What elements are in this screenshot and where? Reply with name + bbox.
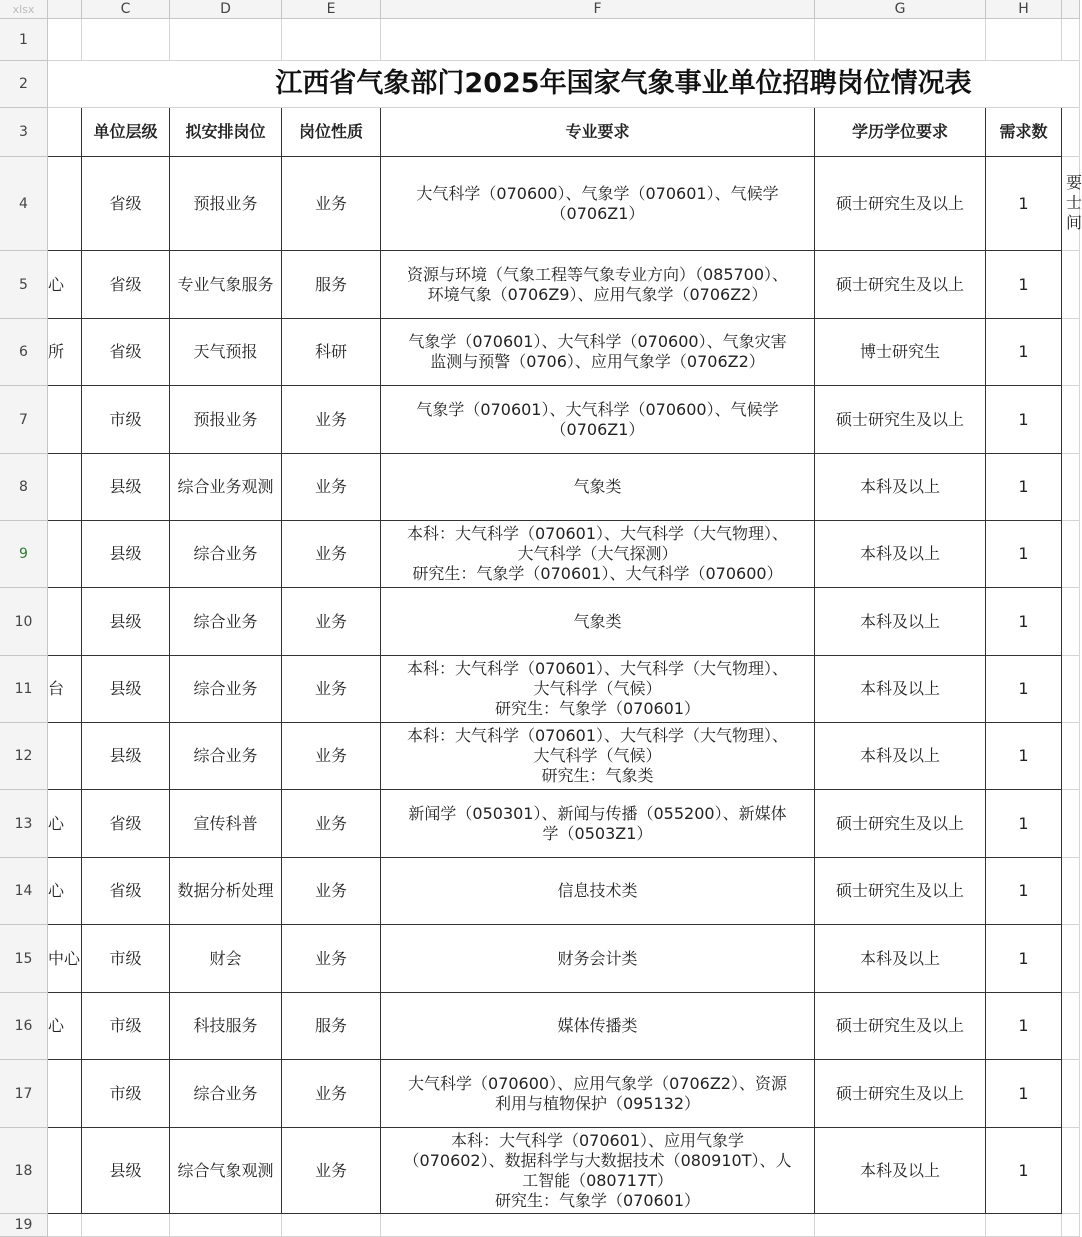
row-14-major-cell[interactable]: 信息技术类	[381, 858, 815, 925]
row-15-level-cell[interactable]: 市级	[82, 925, 170, 993]
row-7-level-cell[interactable]: 市级	[82, 386, 170, 454]
row-11-i-cell[interactable]	[1062, 656, 1080, 723]
row-4-nature-cell[interactable]: 业务	[282, 157, 381, 251]
row-10-count-cell[interactable]: 1	[986, 588, 1062, 656]
cell[interactable]	[48, 19, 82, 61]
row-15-b-cell[interactable]: 中心	[48, 925, 82, 993]
row-6-position-cell[interactable]: 天气预报	[170, 319, 282, 386]
row-12-nature-cell[interactable]: 业务	[282, 723, 381, 790]
row-13-major-cell[interactable]: 新闻学（050301）、新闻与传播（055200）、新媒体 学（0503Z1）	[381, 790, 815, 858]
column-header-f[interactable]: F	[381, 0, 815, 19]
row-17-i-cell[interactable]	[1062, 1060, 1080, 1128]
row-5-b-cell[interactable]: 心	[48, 251, 82, 319]
row-17-level-cell[interactable]: 市级	[82, 1060, 170, 1128]
column-header-e[interactable]: E	[282, 0, 381, 19]
row-header-10[interactable]: 10	[0, 588, 48, 656]
row-8-degree-cell[interactable]: 本科及以上	[815, 454, 986, 521]
cell[interactable]	[986, 1214, 1062, 1237]
header-level[interactable]: 单位层级	[82, 108, 170, 157]
row-12-i-cell[interactable]	[1062, 723, 1080, 790]
row-18-i-cell[interactable]	[1062, 1128, 1080, 1214]
cell[interactable]	[815, 19, 986, 61]
select-all-corner[interactable]: xlsx	[0, 0, 48, 19]
row-6-nature-cell[interactable]: 科研	[282, 319, 381, 386]
row-10-nature-cell[interactable]: 业务	[282, 588, 381, 656]
cell[interactable]	[1062, 19, 1080, 61]
row-6-count-cell[interactable]: 1	[986, 319, 1062, 386]
row-16-i-cell[interactable]	[1062, 993, 1080, 1060]
row-12-degree-cell[interactable]: 本科及以上	[815, 723, 986, 790]
cell[interactable]	[381, 19, 815, 61]
row-7-count-cell[interactable]: 1	[986, 386, 1062, 454]
row-4-count-cell[interactable]: 1	[986, 157, 1062, 251]
row-7-b-cell[interactable]	[48, 386, 82, 454]
header-major[interactable]: 专业要求	[381, 108, 815, 157]
row-6-level-cell[interactable]: 省级	[82, 319, 170, 386]
row-17-major-cell[interactable]: 大气科学（070600）、应用气象学（0706Z2）、资源 利用与植物保护（095132）	[381, 1060, 815, 1128]
row-8-position-cell[interactable]: 综合业务观测	[170, 454, 282, 521]
row-4-position-cell[interactable]: 预报业务	[170, 157, 282, 251]
row-14-i-cell[interactable]	[1062, 858, 1080, 925]
row-18-degree-cell[interactable]: 本科及以上	[815, 1128, 986, 1214]
row-4-i-cell[interactable]: 要 士 间	[1062, 157, 1080, 251]
header-cell-unit[interactable]	[48, 108, 82, 157]
row-17-b-cell[interactable]	[48, 1060, 82, 1128]
row-14-position-cell[interactable]: 数据分析处理	[170, 858, 282, 925]
row-header-2[interactable]: 2	[0, 61, 48, 108]
row-header-15[interactable]: 15	[0, 925, 48, 993]
row-12-count-cell[interactable]: 1	[986, 723, 1062, 790]
row-header-9[interactable]: 9	[0, 521, 48, 588]
row-6-major-cell[interactable]: 气象学（070601）、大气科学（070600）、气象灾害 监测与预警（0706）、应用气象学（0706Z2）	[381, 319, 815, 386]
cell[interactable]	[1062, 1214, 1080, 1237]
header-count[interactable]: 需求数	[986, 108, 1062, 157]
row-11-b-cell[interactable]: 台	[48, 656, 82, 723]
row-15-nature-cell[interactable]: 业务	[282, 925, 381, 993]
row-4-degree-cell[interactable]: 硕士研究生及以上	[815, 157, 986, 251]
row-header-3[interactable]: 3	[0, 108, 48, 157]
cell[interactable]	[82, 19, 170, 61]
row-6-i-cell[interactable]	[1062, 319, 1080, 386]
row-18-count-cell[interactable]: 1	[986, 1128, 1062, 1214]
column-header-b[interactable]	[48, 0, 82, 19]
row-6-b-cell[interactable]: 所	[48, 319, 82, 386]
row-15-major-cell[interactable]: 财务会计类	[381, 925, 815, 993]
row-13-position-cell[interactable]: 宣传科普	[170, 790, 282, 858]
row-9-position-cell[interactable]: 综合业务	[170, 521, 282, 588]
column-header-h[interactable]: H	[986, 0, 1062, 19]
row-12-level-cell[interactable]: 县级	[82, 723, 170, 790]
column-header-i[interactable]	[1062, 0, 1080, 19]
row-5-level-cell[interactable]: 省级	[82, 251, 170, 319]
row-14-b-cell[interactable]: 心	[48, 858, 82, 925]
row-header-12[interactable]: 12	[0, 723, 48, 790]
row-16-b-cell[interactable]: 心	[48, 993, 82, 1060]
row-5-i-cell[interactable]	[1062, 251, 1080, 319]
row-16-degree-cell[interactable]: 硕士研究生及以上	[815, 993, 986, 1060]
row-13-nature-cell[interactable]: 业务	[282, 790, 381, 858]
row-5-position-cell[interactable]: 专业气象服务	[170, 251, 282, 319]
row-6-degree-cell[interactable]: 博士研究生	[815, 319, 986, 386]
row-8-level-cell[interactable]: 县级	[82, 454, 170, 521]
row-13-level-cell[interactable]: 省级	[82, 790, 170, 858]
row-9-b-cell[interactable]	[48, 521, 82, 588]
row-14-nature-cell[interactable]: 业务	[282, 858, 381, 925]
row-9-i-cell[interactable]	[1062, 521, 1080, 588]
row-13-i-cell[interactable]	[1062, 790, 1080, 858]
row-16-major-cell[interactable]: 媒体传播类	[381, 993, 815, 1060]
row-17-position-cell[interactable]: 综合业务	[170, 1060, 282, 1128]
row-13-count-cell[interactable]: 1	[986, 790, 1062, 858]
cell[interactable]	[170, 1214, 282, 1237]
header-nature[interactable]: 岗位性质	[282, 108, 381, 157]
row-12-position-cell[interactable]: 综合业务	[170, 723, 282, 790]
row-11-count-cell[interactable]: 1	[986, 656, 1062, 723]
row-10-major-cell[interactable]: 气象类	[381, 588, 815, 656]
row-4-major-cell[interactable]: 大气科学（070600）、气象学（070601）、气候学 （0706Z1）	[381, 157, 815, 251]
row-12-b-cell[interactable]	[48, 723, 82, 790]
row-header-18[interactable]: 18	[0, 1128, 48, 1214]
row-5-major-cell[interactable]: 资源与环境（气象工程等气象专业方向）（085700）、 环境气象（0706Z9）、应用气象学（0706Z2）	[381, 251, 815, 319]
cell[interactable]	[1062, 108, 1080, 157]
row-8-i-cell[interactable]	[1062, 454, 1080, 521]
row-7-nature-cell[interactable]: 业务	[282, 386, 381, 454]
row-10-level-cell[interactable]: 县级	[82, 588, 170, 656]
row-header-17[interactable]: 17	[0, 1060, 48, 1128]
cell[interactable]	[170, 19, 282, 61]
row-18-b-cell[interactable]	[48, 1128, 82, 1214]
row-11-degree-cell[interactable]: 本科及以上	[815, 656, 986, 723]
row-16-count-cell[interactable]: 1	[986, 993, 1062, 1060]
row-11-position-cell[interactable]: 综合业务	[170, 656, 282, 723]
row-9-nature-cell[interactable]: 业务	[282, 521, 381, 588]
row-header-4[interactable]: 4	[0, 157, 48, 251]
column-header-g[interactable]: G	[815, 0, 986, 19]
row-16-position-cell[interactable]: 科技服务	[170, 993, 282, 1060]
cell[interactable]	[986, 19, 1062, 61]
row-header-7[interactable]: 7	[0, 386, 48, 454]
row-header-8[interactable]: 8	[0, 454, 48, 521]
row-5-degree-cell[interactable]: 硕士研究生及以上	[815, 251, 986, 319]
header-degree[interactable]: 学历学位要求	[815, 108, 986, 157]
row-header-5[interactable]: 5	[0, 251, 48, 319]
row-10-i-cell[interactable]	[1062, 588, 1080, 656]
row-5-nature-cell[interactable]: 服务	[282, 251, 381, 319]
header-position[interactable]: 拟安排岗位	[170, 108, 282, 157]
row-header-19[interactable]: 19	[0, 1214, 48, 1237]
row-16-level-cell[interactable]: 市级	[82, 993, 170, 1060]
row-header-11[interactable]: 11	[0, 656, 48, 723]
row-18-nature-cell[interactable]: 业务	[282, 1128, 381, 1214]
row-17-nature-cell[interactable]: 业务	[282, 1060, 381, 1128]
row-7-i-cell[interactable]	[1062, 386, 1080, 454]
row-17-count-cell[interactable]: 1	[986, 1060, 1062, 1128]
row-15-position-cell[interactable]: 财会	[170, 925, 282, 993]
row-header-14[interactable]: 14	[0, 858, 48, 925]
cell[interactable]	[82, 1214, 170, 1237]
row-header-1[interactable]: 1	[0, 19, 48, 61]
row-8-count-cell[interactable]: 1	[986, 454, 1062, 521]
row-12-major-cell[interactable]: 本科：大气科学（070601）、大气科学（大气物理）、 大气科学（气候） 研究生：气象类	[381, 723, 815, 790]
row-5-count-cell[interactable]: 1	[986, 251, 1062, 319]
row-15-count-cell[interactable]: 1	[986, 925, 1062, 993]
row-14-count-cell[interactable]: 1	[986, 858, 1062, 925]
row-8-b-cell[interactable]	[48, 454, 82, 521]
row-10-position-cell[interactable]: 综合业务	[170, 588, 282, 656]
row-7-position-cell[interactable]: 预报业务	[170, 386, 282, 454]
row-11-nature-cell[interactable]: 业务	[282, 656, 381, 723]
row-14-level-cell[interactable]: 省级	[82, 858, 170, 925]
row-4-level-cell[interactable]: 省级	[82, 157, 170, 251]
row-15-degree-cell[interactable]: 本科及以上	[815, 925, 986, 993]
row-9-degree-cell[interactable]: 本科及以上	[815, 521, 986, 588]
row-16-nature-cell[interactable]: 服务	[282, 993, 381, 1060]
row-18-position-cell[interactable]: 综合气象观测	[170, 1128, 282, 1214]
row-18-major-cell[interactable]: 本科：大气科学（070601）、应用气象学 （070602）、数据科学与大数据技术（080910T）、人 工智能（080717T） 研究生：气象学（070601）	[381, 1128, 815, 1214]
column-header-d[interactable]: D	[170, 0, 282, 19]
row-9-count-cell[interactable]: 1	[986, 521, 1062, 588]
row-9-level-cell[interactable]: 县级	[82, 521, 170, 588]
row-9-major-cell[interactable]: 本科：大气科学（070601）、大气科学（大气物理）、 大气科学（大气探测） 研究生：气象学（070601）、大气科学（070600）	[381, 521, 815, 588]
row-4-b-cell[interactable]	[48, 157, 82, 251]
row-13-b-cell[interactable]: 心	[48, 790, 82, 858]
row-8-major-cell[interactable]: 气象类	[381, 454, 815, 521]
row-header-6[interactable]: 6	[0, 319, 48, 386]
row-18-level-cell[interactable]: 县级	[82, 1128, 170, 1214]
cell[interactable]	[381, 1214, 815, 1237]
row-15-i-cell[interactable]	[1062, 925, 1080, 993]
row-13-degree-cell[interactable]: 硕士研究生及以上	[815, 790, 986, 858]
cell[interactable]	[282, 1214, 381, 1237]
cell[interactable]	[48, 1214, 82, 1237]
row-10-b-cell[interactable]	[48, 588, 82, 656]
row-14-degree-cell[interactable]: 硕士研究生及以上	[815, 858, 986, 925]
cell[interactable]	[815, 1214, 986, 1237]
row-8-nature-cell[interactable]: 业务	[282, 454, 381, 521]
row-10-degree-cell[interactable]: 本科及以上	[815, 588, 986, 656]
row-7-degree-cell[interactable]: 硕士研究生及以上	[815, 386, 986, 454]
row-7-major-cell[interactable]: 气象学（070601）、大气科学（070600）、气候学 （0706Z1）	[381, 386, 815, 454]
cell[interactable]	[282, 19, 381, 61]
table-title: 江西省气象部门2025年国家气象事业单位招聘岗位情况表	[48, 61, 1080, 108]
row-17-degree-cell[interactable]: 硕士研究生及以上	[815, 1060, 986, 1128]
row-11-level-cell[interactable]: 县级	[82, 656, 170, 723]
row-header-13[interactable]: 13	[0, 790, 48, 858]
column-header-c[interactable]: C	[82, 0, 170, 19]
row-header-16[interactable]: 16	[0, 993, 48, 1060]
row-11-major-cell[interactable]: 本科：大气科学（070601）、大气科学（大气物理）、 大气科学（气候） 研究生：气象学（070601）	[381, 656, 815, 723]
